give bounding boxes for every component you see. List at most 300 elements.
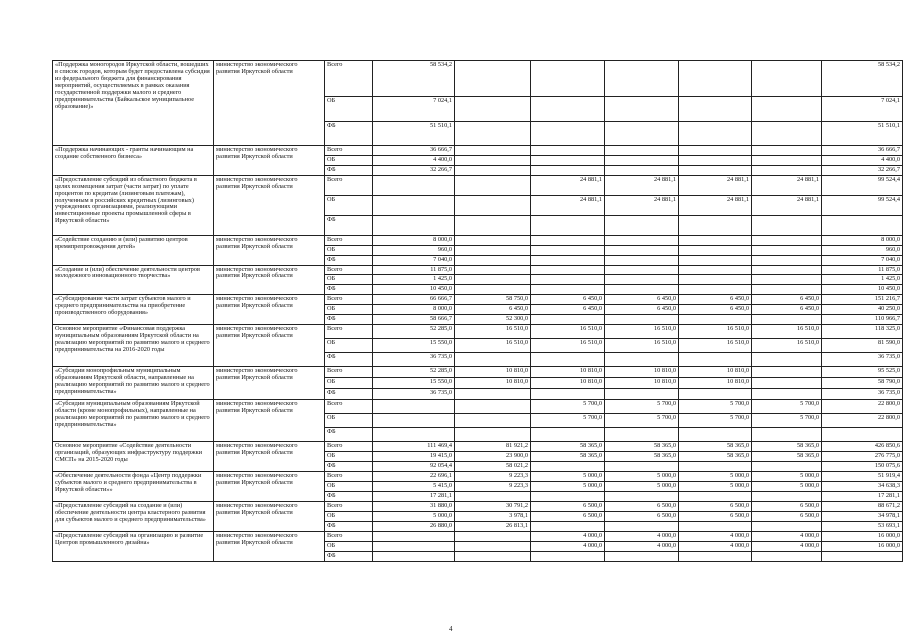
responsible-executor-cell: министерство экономического развития Иркутской области [214, 532, 325, 562]
amount-cell: 4 400,0 [373, 155, 455, 165]
amount-cell [373, 215, 455, 235]
amount-cell: 5 000,0 [531, 472, 605, 482]
amount-cell: 6 450,0 [679, 295, 752, 305]
amount-cell: 24 881,1 [752, 175, 822, 195]
amount-cell [679, 235, 752, 245]
amount-cell: 58 365,0 [605, 442, 679, 452]
amount-cell [679, 492, 752, 502]
amount-cell: 22 696,1 [373, 472, 455, 482]
amount-cell: 6 450,0 [752, 295, 822, 305]
total-amount-cell: 36 735,0 [822, 353, 903, 367]
amount-cell: 16 510,0 [605, 325, 679, 339]
amount-cell [679, 245, 752, 255]
total-amount-cell [822, 428, 903, 442]
amount-cell [605, 353, 679, 367]
amount-cell [531, 265, 605, 275]
amount-cell [531, 155, 605, 165]
program-funding-table-container [52, 60, 900, 562]
amount-cell [455, 146, 531, 156]
amount-cell: 5 000,0 [752, 472, 822, 482]
amount-cell [605, 255, 679, 265]
amount-cell [752, 235, 822, 245]
amount-cell: 58 534,2 [373, 61, 455, 97]
total-amount-cell: 95 525,0 [822, 367, 903, 378]
activity-name-cell: «Обеспечение деятельности фонда «Центр поддержки субъектов малого и среднего предпринимательства в Иркутской области»» [53, 472, 214, 502]
funding-source-cell: ОБ [325, 275, 373, 285]
amount-cell [455, 61, 531, 97]
amount-cell [373, 400, 455, 414]
funding-source-cell: ФБ [325, 165, 373, 175]
total-amount-cell: 426 850,6 [822, 442, 903, 452]
amount-cell: 111 469,4 [373, 442, 455, 452]
responsible-executor-cell: министерство экономического развития Иркутской области [214, 61, 325, 146]
amount-cell: 92 054,4 [373, 462, 455, 472]
amount-cell: 6 450,0 [605, 305, 679, 315]
activity-name-cell: «Предоставление субсидий на создание и (или) обеспечение деятельности центра кластерного развития для субъектов малого и среднего предпринимательства» [53, 502, 214, 532]
table-row [53, 295, 903, 305]
amount-cell: 17 281,1 [373, 492, 455, 502]
amount-cell [752, 215, 822, 235]
funding-source-cell: ФБ [325, 389, 373, 400]
amount-cell: 36 735,0 [373, 353, 455, 367]
amount-cell [605, 61, 679, 97]
amount-cell: 16 510,0 [455, 325, 531, 339]
amount-cell [531, 285, 605, 295]
activity-name-cell: «Субсидии монопрофильным муниципальным образованиям Иркутской области, направленные на реализацию мероприятий по развитию малого и среднего предпринимательства» [53, 367, 214, 400]
total-amount-cell: 53 693,1 [822, 522, 903, 532]
amount-cell [605, 97, 679, 122]
amount-cell [605, 122, 679, 146]
amount-cell [679, 462, 752, 472]
amount-cell [531, 61, 605, 97]
amount-cell: 6 450,0 [531, 295, 605, 305]
amount-cell [531, 522, 605, 532]
total-amount-cell: 276 775,0 [822, 452, 903, 462]
total-amount-cell: 16 000,0 [822, 532, 903, 542]
funding-source-cell: ОБ [325, 378, 373, 389]
total-amount-cell: 51 510,1 [822, 122, 903, 146]
total-amount-cell: 110 966,7 [822, 315, 903, 325]
amount-cell: 5 700,0 [679, 400, 752, 414]
amount-cell: 6 450,0 [752, 305, 822, 315]
total-amount-cell: 32 266,7 [822, 165, 903, 175]
amount-cell: 16 510,0 [752, 339, 822, 353]
amount-cell: 6 500,0 [679, 512, 752, 522]
amount-cell: 15 550,0 [373, 378, 455, 389]
amount-cell [373, 175, 455, 195]
amount-cell [605, 285, 679, 295]
amount-cell: 16 510,0 [752, 325, 822, 339]
amount-cell: 9 223,3 [455, 482, 531, 492]
activity-name-cell: «Поддержка моногородов Иркутской области, вошедших в список городов, которым будет предоставлена субсидия из федерального бюджета для финансирования мероприятий, осуществляемых в рамках оказания государственной поддержки малого и среднего предпринимательства (Байкальское муниципальное образование)» [53, 61, 214, 146]
total-amount-cell: 16 000,0 [822, 541, 903, 551]
funding-source-cell: ФБ [325, 522, 373, 532]
table-row [53, 235, 903, 245]
funding-source-cell: Всего [325, 502, 373, 512]
amount-cell: 10 810,0 [605, 378, 679, 389]
amount-cell [679, 285, 752, 295]
table-row [53, 367, 903, 378]
amount-cell [605, 315, 679, 325]
amount-cell [373, 414, 455, 428]
total-amount-cell: 4 400,0 [822, 155, 903, 165]
funding-source-cell: Всего [325, 146, 373, 156]
amount-cell: 6 500,0 [605, 502, 679, 512]
amount-cell: 16 510,0 [455, 339, 531, 353]
amount-cell: 32 266,7 [373, 165, 455, 175]
responsible-executor-cell: министерство экономического развития Иркутской области [214, 472, 325, 502]
amount-cell: 5 700,0 [605, 400, 679, 414]
amount-cell: 5 700,0 [752, 414, 822, 428]
funding-source-cell: ОБ [325, 512, 373, 522]
total-amount-cell: 36 666,7 [822, 146, 903, 156]
amount-cell: 24 881,1 [752, 195, 822, 215]
amount-cell [679, 389, 752, 400]
funding-source-cell: ОБ [325, 541, 373, 551]
amount-cell: 81 921,2 [455, 442, 531, 452]
amount-cell [373, 551, 455, 561]
amount-cell [455, 195, 531, 215]
funding-source-cell: ОБ [325, 452, 373, 462]
funding-source-cell: ОБ [325, 482, 373, 492]
total-amount-cell: 88 671,2 [822, 502, 903, 512]
total-amount-cell: 17 281,1 [822, 492, 903, 502]
amount-cell: 52 300,0 [455, 315, 531, 325]
funding-source-cell: Всего [325, 175, 373, 195]
amount-cell: 5 000,0 [373, 512, 455, 522]
amount-cell: 58 666,7 [373, 315, 455, 325]
table-row [53, 472, 903, 482]
amount-cell: 5 000,0 [752, 482, 822, 492]
amount-cell [752, 146, 822, 156]
table-row [53, 442, 903, 452]
activity-name-cell: «Предоставление субсидий из областного бюджета в целях возмещения затрат (части затрат) по уплате процентов по кредитам (лизинговым платежам), полученным в российских кредитных (лизинговых) учреждениях организациями, реализующими инвестиционные проекты промышленной сферы в Иркутской области» [53, 175, 214, 235]
amount-cell: 16 510,0 [679, 339, 752, 353]
amount-cell: 3 978,1 [455, 512, 531, 522]
amount-cell: 58 365,0 [679, 452, 752, 462]
amount-cell [679, 255, 752, 265]
amount-cell [455, 389, 531, 400]
amount-cell: 24 881,1 [531, 175, 605, 195]
amount-cell: 5 000,0 [679, 482, 752, 492]
total-amount-cell: 99 524,4 [822, 195, 903, 215]
amount-cell [455, 122, 531, 146]
amount-cell: 51 510,1 [373, 122, 455, 146]
amount-cell: 9 223,3 [455, 472, 531, 482]
amount-cell [752, 265, 822, 275]
amount-cell: 5 000,0 [531, 482, 605, 492]
amount-cell [531, 275, 605, 285]
table-row [53, 502, 903, 512]
amount-cell: 23 900,0 [455, 452, 531, 462]
amount-cell [605, 462, 679, 472]
amount-cell: 5 000,0 [679, 472, 752, 482]
table-row [53, 175, 903, 195]
funding-source-cell: ФБ [325, 428, 373, 442]
amount-cell [531, 462, 605, 472]
total-amount-cell: 10 450,0 [822, 285, 903, 295]
amount-cell: 4 000,0 [752, 532, 822, 542]
total-amount-cell: 58 790,0 [822, 378, 903, 389]
total-amount-cell: 51 919,4 [822, 472, 903, 482]
amount-cell: 5 700,0 [531, 414, 605, 428]
amount-cell: 6 450,0 [531, 305, 605, 315]
funding-source-cell: ФБ [325, 353, 373, 367]
amount-cell [455, 541, 531, 551]
amount-cell [752, 428, 822, 442]
responsible-executor-cell: министерство экономического развития Иркутской области [214, 146, 325, 176]
table-row [53, 61, 903, 97]
amount-cell: 4 000,0 [679, 532, 752, 542]
amount-cell: 10 810,0 [531, 378, 605, 389]
amount-cell [373, 195, 455, 215]
amount-cell [455, 97, 531, 122]
funding-source-cell: ФБ [325, 285, 373, 295]
amount-cell: 16 510,0 [605, 339, 679, 353]
amount-cell: 24 881,1 [605, 175, 679, 195]
amount-cell [455, 175, 531, 195]
amount-cell: 30 791,2 [455, 502, 531, 512]
amount-cell [605, 245, 679, 255]
responsible-executor-cell: министерство экономического развития Иркутской области [214, 325, 325, 367]
amount-cell [531, 353, 605, 367]
activity-name-cell: «Поддержка начинающих - гранты начинающим на создание собственного бизнеса» [53, 146, 214, 176]
total-amount-cell: 81 590,0 [822, 339, 903, 353]
amount-cell: 11 875,0 [373, 265, 455, 275]
amount-cell: 6 450,0 [455, 305, 531, 315]
funding-source-cell: ОБ [325, 339, 373, 353]
activity-name-cell: «Создание и (или) обеспечение деятельности центров молодежного инновационного творчества» [53, 265, 214, 295]
amount-cell: 52 285,0 [373, 325, 455, 339]
total-amount-cell [822, 551, 903, 561]
amount-cell: 960,0 [373, 245, 455, 255]
amount-cell: 10 450,0 [373, 285, 455, 295]
total-amount-cell: 34 978,1 [822, 512, 903, 522]
amount-cell [373, 532, 455, 542]
amount-cell [752, 122, 822, 146]
amount-cell: 36 666,7 [373, 146, 455, 156]
activity-name-cell: «Субсидии муниципальным образованиям Иркутской области (кроме монопрофильных), направленные на реализацию мероприятий по развитию малого и среднего предпринимательства» [53, 400, 214, 442]
amount-cell [679, 215, 752, 235]
amount-cell [752, 551, 822, 561]
funding-source-cell: Всего [325, 367, 373, 378]
amount-cell: 4 000,0 [531, 541, 605, 551]
amount-cell [752, 492, 822, 502]
amount-cell: 52 285,0 [373, 367, 455, 378]
amount-cell: 5 000,0 [605, 472, 679, 482]
table-row [53, 265, 903, 275]
amount-cell: 10 810,0 [605, 367, 679, 378]
amount-cell: 5 700,0 [752, 400, 822, 414]
amount-cell [679, 428, 752, 442]
amount-cell [373, 541, 455, 551]
funding-source-cell: Всего [325, 295, 373, 305]
amount-cell: 15 550,0 [373, 339, 455, 353]
activity-name-cell: Основное мероприятие «Содействие деятельности организаций, образующих инфраструктуру поддержки СМСП» на 2015-2020 годы [53, 442, 214, 472]
amount-cell [455, 428, 531, 442]
funding-source-cell: ФБ [325, 462, 373, 472]
amount-cell [455, 492, 531, 502]
responsible-executor-cell: министерство экономического развития Иркутской области [214, 265, 325, 295]
funding-source-cell: Всего [325, 235, 373, 245]
amount-cell: 10 810,0 [455, 378, 531, 389]
amount-cell [752, 275, 822, 285]
funding-source-cell: ОБ [325, 195, 373, 215]
amount-cell: 7 024,1 [373, 97, 455, 122]
activity-name-cell: «Содействие созданию и (или) развитию центров времяпрепровождения детей» [53, 235, 214, 265]
amount-cell: 6 450,0 [679, 305, 752, 315]
amount-cell: 6 500,0 [605, 512, 679, 522]
total-amount-cell: 40 250,0 [822, 305, 903, 315]
table-row [53, 325, 903, 339]
table-row [53, 532, 903, 542]
amount-cell: 26 880,0 [373, 522, 455, 532]
amount-cell: 4 000,0 [531, 532, 605, 542]
amount-cell [752, 389, 822, 400]
total-amount-cell: 151 216,7 [822, 295, 903, 305]
amount-cell [531, 389, 605, 400]
amount-cell [752, 522, 822, 532]
amount-cell: 26 813,1 [455, 522, 531, 532]
amount-cell [605, 235, 679, 245]
funding-source-cell: ФБ [325, 255, 373, 265]
amount-cell [605, 165, 679, 175]
responsible-executor-cell: министерство экономического развития Иркутской области [214, 175, 325, 235]
amount-cell: 24 881,1 [679, 195, 752, 215]
funding-source-cell: Всего [325, 532, 373, 542]
total-amount-cell [822, 215, 903, 235]
amount-cell [531, 122, 605, 146]
amount-cell: 36 735,0 [373, 389, 455, 400]
amount-cell [752, 367, 822, 378]
amount-cell [679, 522, 752, 532]
total-amount-cell: 22 800,0 [822, 400, 903, 414]
amount-cell [752, 353, 822, 367]
responsible-executor-cell: министерство экономического развития Иркутской области [214, 442, 325, 472]
funding-source-cell: ФБ [325, 551, 373, 561]
amount-cell [531, 428, 605, 442]
amount-cell [605, 551, 679, 561]
funding-source-cell: ОБ [325, 245, 373, 255]
amount-cell [679, 146, 752, 156]
amount-cell: 5 000,0 [605, 482, 679, 492]
amount-cell: 6 500,0 [531, 502, 605, 512]
amount-cell [752, 97, 822, 122]
total-amount-cell: 22 800,0 [822, 414, 903, 428]
amount-cell: 7 040,0 [373, 255, 455, 265]
funding-source-cell: ФБ [325, 315, 373, 325]
total-amount-cell: 36 735,0 [822, 389, 903, 400]
total-amount-cell: 7 024,1 [822, 97, 903, 122]
amount-cell [455, 265, 531, 275]
amount-cell: 16 510,0 [679, 325, 752, 339]
amount-cell: 6 500,0 [752, 512, 822, 522]
amount-cell [752, 255, 822, 265]
amount-cell [531, 551, 605, 561]
amount-cell: 6 500,0 [752, 502, 822, 512]
amount-cell: 58 021,2 [455, 462, 531, 472]
amount-cell [752, 155, 822, 165]
amount-cell [752, 378, 822, 389]
amount-cell: 4 000,0 [752, 541, 822, 551]
funding-source-cell: ОБ [325, 97, 373, 122]
funding-source-cell: Всего [325, 61, 373, 97]
amount-cell [531, 255, 605, 265]
total-amount-cell: 150 075,6 [822, 462, 903, 472]
amount-cell: 8 000,0 [373, 305, 455, 315]
page-number: 4 [449, 625, 453, 633]
amount-cell: 10 810,0 [531, 367, 605, 378]
amount-cell: 10 810,0 [679, 367, 752, 378]
amount-cell [455, 285, 531, 295]
responsible-executor-cell: министерство экономического развития Иркутской области [214, 295, 325, 325]
total-amount-cell: 118 325,0 [822, 325, 903, 339]
amount-cell [455, 532, 531, 542]
amount-cell [455, 353, 531, 367]
funding-source-cell: Всего [325, 265, 373, 275]
activity-name-cell: «Предоставление субсидий на организацию и развитие Центров промышленного дизайна» [53, 532, 214, 562]
amount-cell [679, 315, 752, 325]
amount-cell [679, 551, 752, 561]
amount-cell: 4 000,0 [679, 541, 752, 551]
amount-cell [679, 122, 752, 146]
amount-cell [455, 551, 531, 561]
amount-cell [679, 97, 752, 122]
table-body [53, 61, 903, 562]
total-amount-cell: 7 040,0 [822, 255, 903, 265]
amount-cell: 24 881,1 [679, 175, 752, 195]
responsible-executor-cell: министерство экономического развития Иркутской области [214, 235, 325, 265]
funding-source-cell: ОБ [325, 305, 373, 315]
amount-cell [752, 165, 822, 175]
amount-cell [455, 165, 531, 175]
amount-cell: 5 700,0 [679, 414, 752, 428]
total-amount-cell: 34 638,3 [822, 482, 903, 492]
amount-cell: 10 810,0 [679, 378, 752, 389]
amount-cell [679, 275, 752, 285]
amount-cell [605, 522, 679, 532]
amount-cell [679, 265, 752, 275]
amount-cell [531, 146, 605, 156]
amount-cell: 58 365,0 [752, 442, 822, 452]
funding-source-cell: Всего [325, 442, 373, 452]
amount-cell: 16 510,0 [531, 325, 605, 339]
amount-cell: 4 000,0 [605, 541, 679, 551]
amount-cell: 19 415,0 [373, 452, 455, 462]
total-amount-cell: 99 524,4 [822, 175, 903, 195]
amount-cell: 5 700,0 [531, 400, 605, 414]
funding-source-cell: ФБ [325, 492, 373, 502]
amount-cell [455, 155, 531, 165]
amount-cell [455, 235, 531, 245]
funding-source-cell: Всего [325, 400, 373, 414]
amount-cell [531, 97, 605, 122]
amount-cell [752, 245, 822, 255]
funding-source-cell: ФБ [325, 122, 373, 146]
amount-cell [531, 492, 605, 502]
funding-source-cell: Всего [325, 472, 373, 482]
amount-cell: 66 666,7 [373, 295, 455, 305]
amount-cell [752, 315, 822, 325]
amount-cell: 58 365,0 [605, 452, 679, 462]
amount-cell [605, 492, 679, 502]
total-amount-cell: 58 534,2 [822, 61, 903, 97]
funding-source-cell: Всего [325, 325, 373, 339]
amount-cell [605, 389, 679, 400]
amount-cell [752, 61, 822, 97]
amount-cell: 1 425,0 [373, 275, 455, 285]
amount-cell: 58 365,0 [531, 452, 605, 462]
